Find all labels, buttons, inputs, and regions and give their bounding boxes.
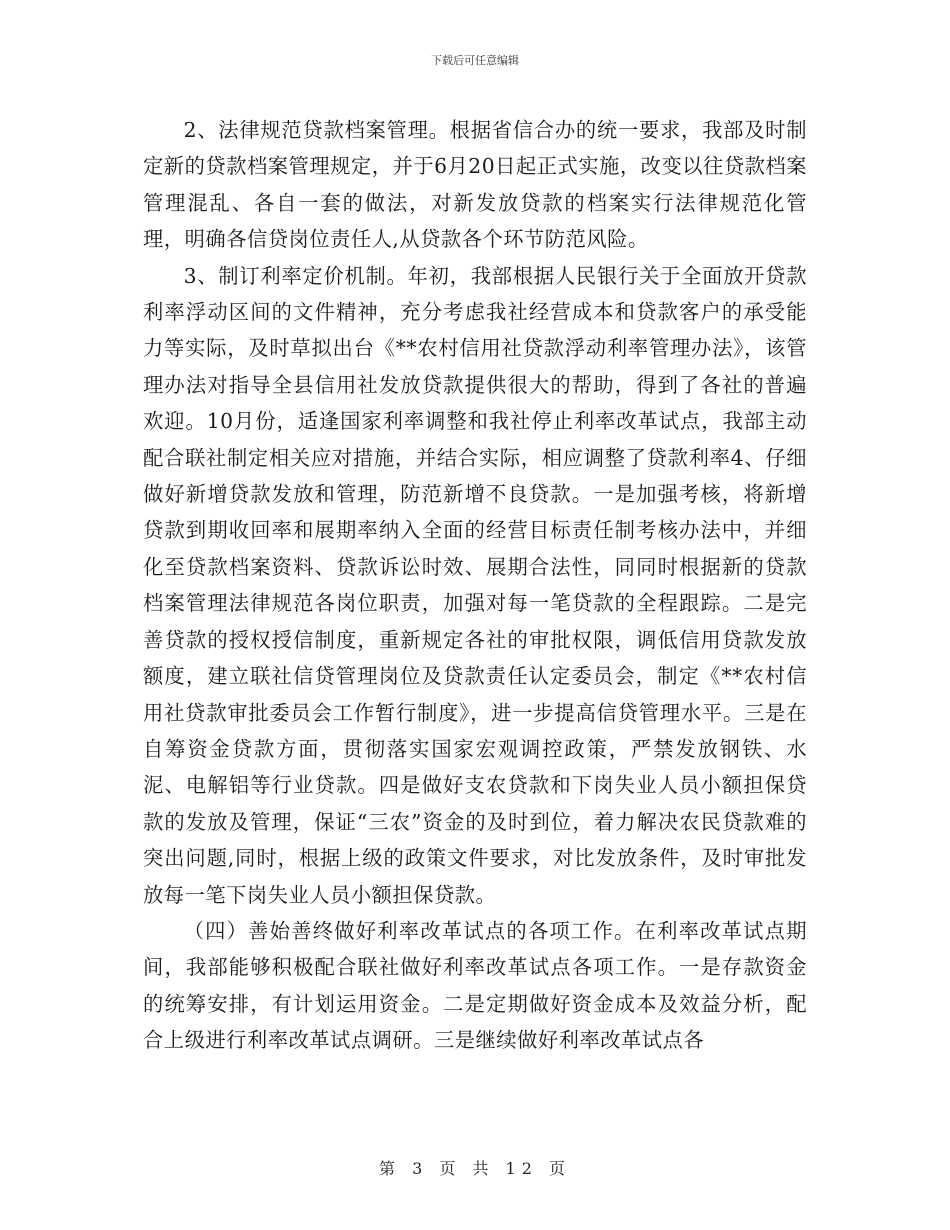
document-body xyxy=(143,112,807,1059)
paragraph-rate-reform-pilot: （四）善始善终做好利率改革试点的各项工作。在利率改革试点期间，我部能够积极配合联社做好利率改革试点各项工作。一是存款资金的统筹安排，有计划运用资金。二是定期做好资金成本及效益分析，配合上级进行利率改革试点调研。三是继续做好利率改革试点各 xyxy=(143,918,807,1053)
page-number: 第 3 页 共 12 页 xyxy=(379,1159,571,1178)
paragraph-interest-rate-pricing: 3、制订利率定价机制。年初，我部根据人民银行关于全面放开贷款利率浮动区间的文件精神，充分考虑我社经营成本和贷款客户的承受能力等实际，及时草拟出台《**农村信用社贷款浮动利率管理办法》，该管理办法对指导全县信用社发放贷款提供很大的帮助，得到了各社的普遍欢迎。10月份，适逢国家利率调整和我社停止利率改革试点，我部主动配合联社制定相关应对措施，并结合实际，相应调整了贷款利率4、仔细做好新增贷款发放和管理，防范新增不良贷款。一是加强考核，将新增贷款到期收回率和展期率纳入全面的经营目标责任制考核办法中，并细化至贷款档案资料、贷款诉讼时效、展期合法性，同同时根据新的贷款档案管理法律规范各岗位职责，加强对每一笔贷款的全程跟踪。二是完善贷款的授权授信制度，重新规定各社的审批权限，调低信用贷款发放额度，建立联社信贷管理岗位及贷款责任认定委员会，制定《**农村信用社贷款审批委员会工作暂行制度》，进一步提高信贷管理水平。三是在自筹资金贷款方面，贯彻落实国家宏观调控政策，严禁发放钢铁、水泥、电解铝等行业贷款。四是做好支农贷款和下岗失业人员小额担保贷款的发放及管理，保证“三农”资金的及时到位，着力解决农民贷款难的突出问题,同时，根据上级的政策文件要求，对比发放条件，及时审批发放每一笔下岗失业人员小额担保贷款。 xyxy=(143,263,807,907)
paragraph-loan-archive: 2、法律规范贷款档案管理。根据省信合办的统一要求，我部及时制定新的贷款档案管理规定，并于6月20日起正式实施，改变以往贷款档案管理混乱、各自一套的做法，对新发放贷款的档案实行法律规范化管理，明确各信贷岗位责任人,从贷款各个环节防范风险。 xyxy=(143,118,807,252)
page-header: 下载后可任意编辑 xyxy=(431,54,519,67)
